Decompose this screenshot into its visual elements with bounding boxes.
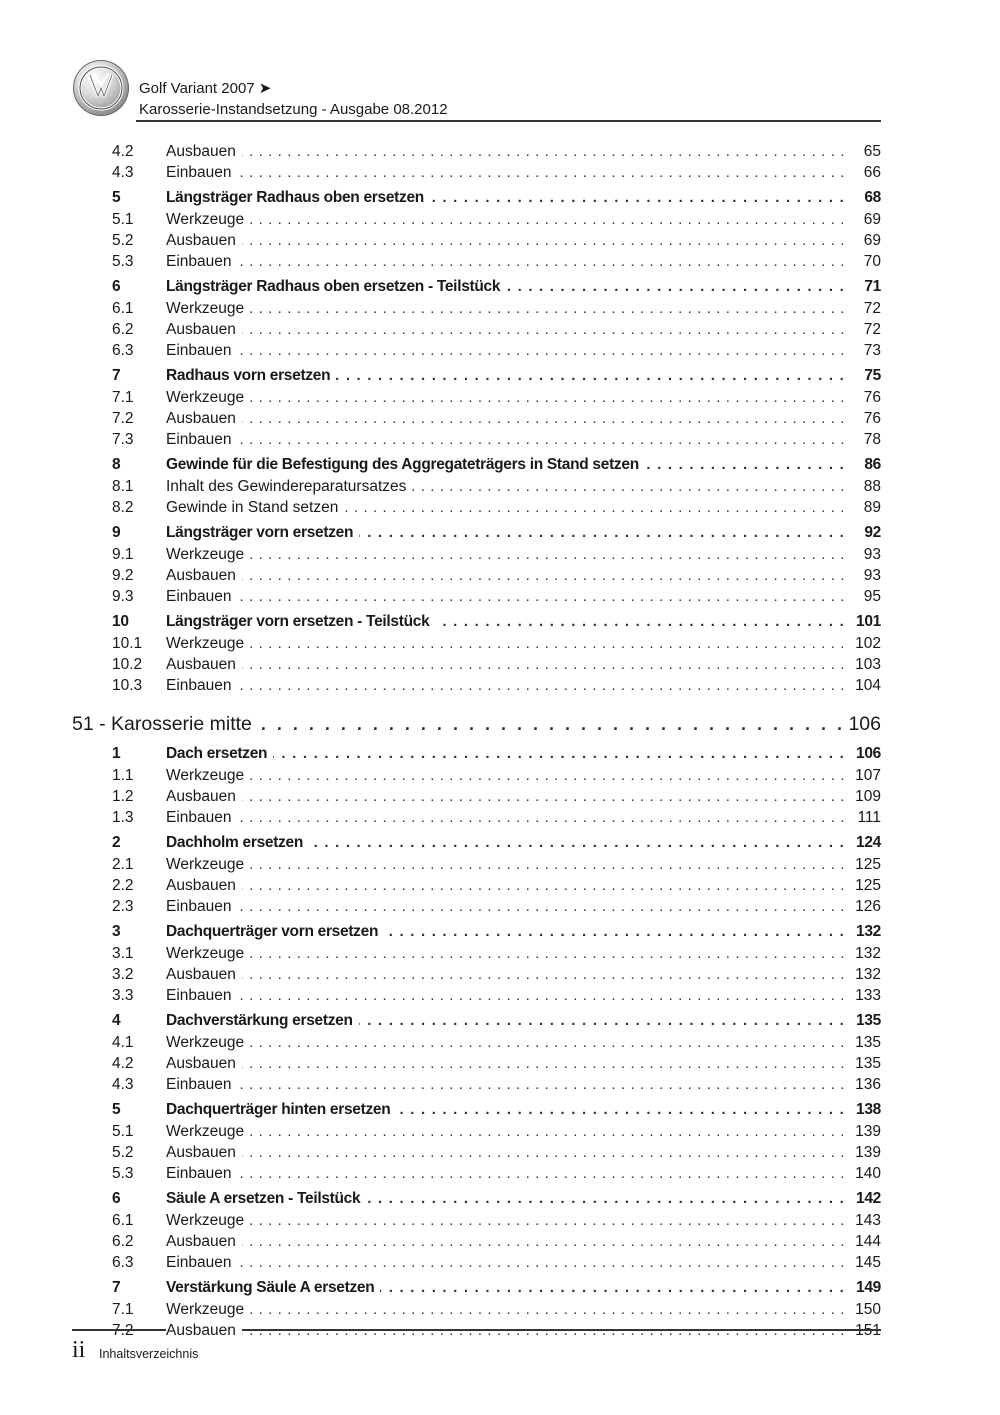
toc-entry-number: 6: [112, 1190, 121, 1207]
toc-entry-title: Werkzeuge: [166, 635, 250, 652]
toc-subsection[interactable]: [0, 943, 1000, 964]
toc-entry-page: 149: [856, 1279, 881, 1296]
toc-entry-leader: [166, 944, 845, 963]
toc-entry-page: 111: [857, 809, 881, 826]
vw-logo: [73, 60, 129, 116]
toc-entry-number: 9: [112, 524, 121, 541]
header-rule: [136, 120, 881, 122]
toc-subsection[interactable]: [0, 807, 1000, 828]
toc-entry-title: Werkzeuge: [166, 1301, 250, 1318]
toc-entry-title: Dachverstärkung ersetzen: [166, 1012, 359, 1029]
toc-entry-title: Ausbauen: [166, 143, 242, 160]
toc-entry-page: 138: [856, 1101, 881, 1118]
toc-entry-title: Einbauen: [166, 164, 238, 181]
toc-entry-title: Einbauen: [166, 898, 238, 915]
toc-section[interactable]: [0, 454, 1000, 476]
toc-entry-page: 145: [855, 1254, 881, 1271]
toc-entry-title: Dachquerträger vorn ersetzen: [166, 923, 384, 940]
toc-entry-title: Dachquerträger hinten ersetzen: [166, 1101, 396, 1118]
toc-entry-page: 66: [863, 164, 881, 181]
toc-section[interactable]: [0, 832, 1000, 854]
toc-entry-leader: [166, 163, 845, 182]
toc-entry-leader: [166, 897, 845, 916]
toc-entry-page: 107: [855, 767, 881, 784]
toc-entry-leader: [166, 320, 845, 339]
toc-entry-title: Ausbauen: [166, 1144, 242, 1161]
toc-entry-number: 3.2: [112, 966, 134, 983]
toc-entry-page: 93: [863, 546, 881, 563]
toc-section[interactable]: [0, 187, 1000, 209]
toc-entry-number: 5.2: [112, 1144, 134, 1161]
toc-entry-number: 3.3: [112, 987, 134, 1004]
toc-entry-leader: [166, 430, 845, 449]
toc-entry-title: Werkzeuge: [166, 1034, 250, 1051]
toc-entry-title: Ausbauen: [166, 410, 242, 427]
toc-entry-number: 5.3: [112, 253, 134, 270]
toc-subsection[interactable]: [0, 544, 1000, 565]
toc-entry-title: Ausbauen: [166, 1322, 242, 1339]
toc-entry-number: 7.2: [112, 410, 134, 427]
toc-entry-number: 4.2: [112, 1055, 134, 1072]
toc-entry-title: Ausbauen: [166, 1055, 242, 1072]
toc-entry-number: 4.2: [112, 143, 134, 160]
toc-entry-title: Ausbauen: [166, 656, 242, 673]
toc-entry-page: 139: [855, 1144, 881, 1161]
toc-entry-leader: [166, 477, 845, 496]
toc-entry-title: Ausbauen: [166, 966, 242, 983]
toc-entry-number: 10.2: [112, 656, 143, 673]
toc-section[interactable]: [0, 522, 1000, 544]
document-title: Golf Variant 2007 ➤: [139, 80, 272, 97]
toc-entry-page: 133: [855, 987, 881, 1004]
toc-subsection[interactable]: [0, 408, 1000, 429]
toc-entry-leader: [166, 587, 845, 606]
toc-subsection[interactable]: [0, 1121, 1000, 1142]
toc-entry-title: Ausbauen: [166, 567, 242, 584]
toc-subsection[interactable]: [0, 230, 1000, 251]
toc-entry-page: 102: [855, 635, 881, 652]
table-of-contents: [0, 141, 1000, 1341]
toc-entry-leader: [166, 787, 845, 806]
toc-entry-title: Einbauen: [166, 431, 238, 448]
toc-entry-page: 75: [864, 367, 881, 384]
vw-logo-icon: [73, 60, 129, 116]
toc-entry-title: Einbauen: [166, 987, 238, 1004]
toc-entry-number: 6.2: [112, 321, 134, 338]
toc-subsection[interactable]: [0, 251, 1000, 272]
toc-entry-number: 10: [112, 613, 129, 630]
toc-entry-number: 7.1: [112, 1301, 134, 1318]
toc-entry-number: 3.1: [112, 945, 134, 962]
document-subtitle: Karosserie-Instandsetzung - Ausgabe 08.2012: [139, 101, 448, 118]
toc-subsection[interactable]: [0, 387, 1000, 408]
toc-entry-leader: [166, 744, 845, 763]
toc-entry-page: 93: [863, 567, 881, 584]
toc-entry-title: Einbauen: [166, 1076, 238, 1093]
toc-section[interactable]: [0, 743, 1000, 765]
toc-subsection[interactable]: [0, 675, 1000, 696]
toc-entry-page: 135: [856, 1012, 881, 1029]
toc-entry-leader: [166, 566, 845, 585]
toc-entry-leader: [166, 366, 845, 385]
toc-subsection[interactable]: [0, 298, 1000, 319]
toc-subsection[interactable]: [0, 586, 1000, 607]
toc-entry-number: 2.2: [112, 877, 134, 894]
toc-entry-number: 7.3: [112, 431, 134, 448]
toc-entry-title: Werkzeuge: [166, 300, 250, 317]
toc-entry-leader: [166, 142, 845, 161]
toc-section[interactable]: [0, 365, 1000, 387]
toc-subsection[interactable]: [0, 1142, 1000, 1163]
toc-entry-leader: [166, 341, 845, 360]
toc-entry-title: Längsträger Radhaus oben ersetzen: [166, 189, 430, 206]
toc-entry-leader: [166, 523, 845, 542]
toc-entry-leader: [166, 545, 845, 564]
toc-entry-page: 106: [856, 745, 881, 762]
toc-section[interactable]: [0, 611, 1000, 633]
toc-entry-page: 89: [863, 499, 881, 516]
toc-entry-leader: [166, 833, 845, 852]
toc-entry-title: Gewinde für die Befestigung des Aggregateträgers in Stand setzen: [166, 456, 645, 473]
toc-subsection[interactable]: [0, 1163, 1000, 1184]
toc-entry-title: Einbauen: [166, 588, 238, 605]
toc-section[interactable]: [0, 276, 1000, 298]
toc-entry-page: 140: [855, 1165, 881, 1182]
toc-entry-page: 135: [855, 1034, 881, 1051]
toc-entry-number: 6.3: [112, 342, 134, 359]
toc-entry-number: 5.2: [112, 232, 134, 249]
toc-entry-leader: [166, 922, 845, 941]
toc-subsection[interactable]: [0, 896, 1000, 917]
toc-entry-title: Längsträger vorn ersetzen - Teilstück: [166, 613, 435, 630]
toc-entry-page: 72: [863, 300, 881, 317]
toc-entry-number: 2.3: [112, 898, 134, 915]
toc-entry-leader: [166, 1300, 845, 1319]
toc-entry-leader: [166, 634, 845, 653]
toc-section[interactable]: [0, 921, 1000, 943]
toc-subsection[interactable]: [0, 633, 1000, 654]
toc-entry-number: 5.1: [112, 211, 134, 228]
toc-entry-leader: [166, 1211, 845, 1230]
toc-entry-number: 2: [112, 834, 121, 851]
toc-entry-leader: [166, 1011, 845, 1030]
toc-entry-number: 5.3: [112, 1165, 134, 1182]
toc-entry-page: 109: [855, 788, 881, 805]
toc-entry-title: Ausbauen: [166, 232, 242, 249]
toc-subsection[interactable]: [0, 141, 1000, 162]
toc-entry-page: 132: [855, 966, 881, 983]
toc-entry-leader: [166, 231, 845, 250]
toc-entry-title: Ausbauen: [166, 877, 242, 894]
toc-entry-leader: [166, 1278, 845, 1297]
toc-entry-title: Einbauen: [166, 677, 238, 694]
toc-entry-leader: [166, 808, 845, 827]
toc-entry-number: 4.1: [112, 1034, 134, 1051]
toc-entry-title: Einbauen: [166, 809, 238, 826]
toc-entry-page: 72: [863, 321, 881, 338]
toc-subsection[interactable]: [0, 786, 1000, 807]
toc-section[interactable]: [0, 1010, 1000, 1032]
toc-section[interactable]: [0, 1188, 1000, 1210]
toc-entry-page: 124: [856, 834, 881, 851]
toc-entry-leader: [166, 655, 845, 674]
toc-entry-number: 1.3: [112, 809, 134, 826]
toc-subsection[interactable]: [0, 1053, 1000, 1074]
toc-entry-title: Werkzeuge: [166, 211, 250, 228]
toc-subsection[interactable]: [0, 654, 1000, 675]
toc-entry-leader: [166, 1100, 845, 1119]
toc-entry-page: 132: [856, 923, 881, 940]
toc-subsection[interactable]: [0, 1210, 1000, 1231]
toc-entry-title: Längsträger Radhaus oben ersetzen - Teilstück: [166, 278, 506, 295]
toc-entry-number: 9.2: [112, 567, 134, 584]
toc-entry-number: 6.2: [112, 1233, 134, 1250]
toc-entry-title: Dachholm ersetzen: [166, 834, 309, 851]
toc-entry-leader: [166, 299, 845, 318]
toc-entry-page: 103: [855, 656, 881, 673]
toc-entry-leader: [166, 986, 845, 1005]
toc-entry-number: 9.3: [112, 588, 134, 605]
toc-entry-title: Werkzeuge: [166, 856, 250, 873]
toc-subsection[interactable]: [0, 565, 1000, 586]
toc-subsection[interactable]: [0, 1299, 1000, 1320]
toc-entry-page: 68: [864, 189, 881, 206]
toc-entry-leader: [166, 388, 845, 407]
toc-entry-leader: [166, 1189, 845, 1208]
toc-entry-leader: [166, 612, 845, 631]
toc-subsection[interactable]: [0, 319, 1000, 340]
toc-entry-leader: [166, 1253, 845, 1272]
toc-entry-number: 3: [112, 923, 121, 940]
toc-entry-title: Werkzeuge: [166, 389, 250, 406]
toc-entry-page: 150: [855, 1301, 881, 1318]
toc-entry-title: Säule A ersetzen - Teilstück: [166, 1190, 366, 1207]
toc-entry-number: 5: [112, 189, 121, 206]
toc-entry-title: Werkzeuge: [166, 767, 250, 784]
toc-entry-number: 8.1: [112, 478, 134, 495]
toc-entry-number: 6.1: [112, 300, 134, 317]
toc-entry-page: 76: [863, 389, 881, 406]
toc-entry-title: Ausbauen: [166, 788, 242, 805]
toc-subsection[interactable]: [0, 429, 1000, 450]
toc-subsection[interactable]: [0, 162, 1000, 183]
toc-entry-page: 92: [864, 524, 881, 541]
toc-entry-title: Werkzeuge: [166, 1123, 250, 1140]
toc-entry-page: 125: [855, 877, 881, 894]
toc-entry-number: 8.2: [112, 499, 134, 516]
toc-entry-number: 7.1: [112, 389, 134, 406]
toc-entry-title: Einbauen: [166, 342, 238, 359]
toc-entry-page: 69: [863, 211, 881, 228]
toc-entry-number: 5: [112, 1101, 121, 1118]
toc-entry-page: 86: [864, 456, 881, 473]
toc-entry-number: 4.3: [112, 1076, 134, 1093]
toc-entry-title: Werkzeuge: [166, 1212, 250, 1229]
toc-entry-title: Einbauen: [166, 253, 238, 270]
toc-entry-page: 136: [855, 1076, 881, 1093]
toc-entry-leader: [166, 1075, 845, 1094]
toc-entry-page: 101: [856, 613, 881, 630]
toc-subsection[interactable]: [0, 875, 1000, 896]
toc-entry-leader: [166, 1054, 845, 1073]
toc-entry-leader: [166, 455, 845, 474]
toc-subsection[interactable]: [0, 854, 1000, 875]
toc-entry-leader: [166, 876, 845, 895]
toc-entry-title: Werkzeuge: [166, 546, 250, 563]
toc-subsection[interactable]: [0, 497, 1000, 518]
toc-subsection[interactable]: [0, 1032, 1000, 1053]
footer-label: Inhaltsverzeichnis: [99, 1347, 199, 1361]
toc-entry-title: Einbauen: [166, 1165, 238, 1182]
toc-entry-leader: [166, 1122, 845, 1141]
toc-entry-number: 4: [112, 1012, 121, 1029]
toc-entry-number: 10.3: [112, 677, 143, 694]
toc-entry-page: 76: [863, 410, 881, 427]
toc-entry-number: 7: [112, 1279, 121, 1296]
toc-subsection[interactable]: [0, 985, 1000, 1006]
toc-entry-page: 144: [855, 1233, 881, 1250]
toc-entry-page: 88: [863, 478, 881, 495]
toc-entry-title: Werkzeuge: [166, 945, 250, 962]
toc-entry-page: 132: [855, 945, 881, 962]
toc-entry-page: 95: [863, 588, 881, 605]
toc-entry-title: Dach ersetzen: [166, 745, 273, 762]
toc-entry-title: Verstärkung Säule A ersetzen: [166, 1279, 380, 1296]
toc-entry-page: 65: [863, 143, 881, 160]
toc-entry-number: 6.3: [112, 1254, 134, 1271]
toc-entry-page: 78: [863, 431, 881, 448]
toc-entry-leader: [166, 855, 845, 874]
toc-subsection[interactable]: [0, 964, 1000, 985]
toc-entry-leader: [166, 409, 845, 428]
toc-subsection[interactable]: [0, 476, 1000, 497]
toc-entry-title: Ausbauen: [166, 321, 242, 338]
toc-entry-leader: [166, 498, 845, 517]
toc-entry-title: Radhaus vorn ersetzen: [166, 367, 336, 384]
toc-entry-number: 1.2: [112, 788, 134, 805]
toc-entry-leader: [166, 210, 845, 229]
toc-subsection[interactable]: [0, 1252, 1000, 1273]
toc-entry-page: 126: [855, 898, 881, 915]
toc-entry-leader: [166, 277, 845, 296]
toc-entry-title: Gewinde in Stand setzen: [166, 499, 344, 516]
toc-entry-leader: [166, 188, 845, 207]
toc-entry-number: 6.1: [112, 1212, 134, 1229]
toc-entry-leader: [166, 252, 845, 271]
toc-entry-page: 125: [855, 856, 881, 873]
toc-entry-page: 71: [864, 278, 881, 295]
toc-entry-number: 8: [112, 456, 121, 473]
toc-subsection[interactable]: [0, 1074, 1000, 1095]
toc-chapter[interactable]: [0, 709, 1000, 739]
toc-entry-page: 139: [855, 1123, 881, 1140]
toc-entry-page: 70: [863, 253, 881, 270]
toc-entry-leader: [166, 965, 845, 984]
toc-subsection[interactable]: [0, 340, 1000, 361]
toc-entry-title: Ausbauen: [166, 1233, 242, 1250]
toc-entry-number: 4.3: [112, 164, 134, 181]
toc-entry-title: Längsträger vorn ersetzen: [166, 524, 359, 541]
toc-entry-page: 135: [855, 1055, 881, 1072]
toc-entry-page: 143: [855, 1212, 881, 1229]
toc-entry-leader: [166, 766, 845, 785]
toc-entry-leader: [166, 1033, 845, 1052]
toc-subsection[interactable]: [0, 1231, 1000, 1252]
toc-entry-number: 2.1: [112, 856, 134, 873]
toc-entry-leader: [72, 711, 845, 737]
toc-subsection[interactable]: [0, 209, 1000, 230]
toc-section[interactable]: [0, 1099, 1000, 1121]
toc-entry-number: 1.1: [112, 767, 134, 784]
toc-entry-number: 5.1: [112, 1123, 134, 1140]
toc-entry-number: 7: [112, 367, 121, 384]
toc-entry-leader: [166, 1143, 845, 1162]
toc-entry-title: Einbauen: [166, 1254, 238, 1271]
toc-entry-page: 69: [863, 232, 881, 249]
toc-entry-number: 1: [112, 745, 121, 762]
toc-entry-page: 106: [848, 713, 881, 735]
toc-entry-leader: [166, 1232, 845, 1251]
toc-subsection[interactable]: [0, 765, 1000, 786]
toc-entry-page: 104: [855, 677, 881, 694]
toc-entry-leader: [166, 676, 845, 695]
toc-entry-page: 73: [863, 342, 881, 359]
toc-entry-page: 142: [856, 1190, 881, 1207]
toc-entry-number: 10.1: [112, 635, 143, 652]
toc-entry-number: 6: [112, 278, 121, 295]
toc-entry-number: 9.1: [112, 546, 134, 563]
toc-entry-title: Inhalt des Gewindereparatursatzes: [166, 478, 412, 495]
toc-entry-title: 51 - Karosserie mitte: [72, 713, 258, 735]
page-number: ii: [72, 1337, 86, 1363]
toc-entry-leader: [166, 1164, 845, 1183]
toc-section[interactable]: [0, 1277, 1000, 1299]
